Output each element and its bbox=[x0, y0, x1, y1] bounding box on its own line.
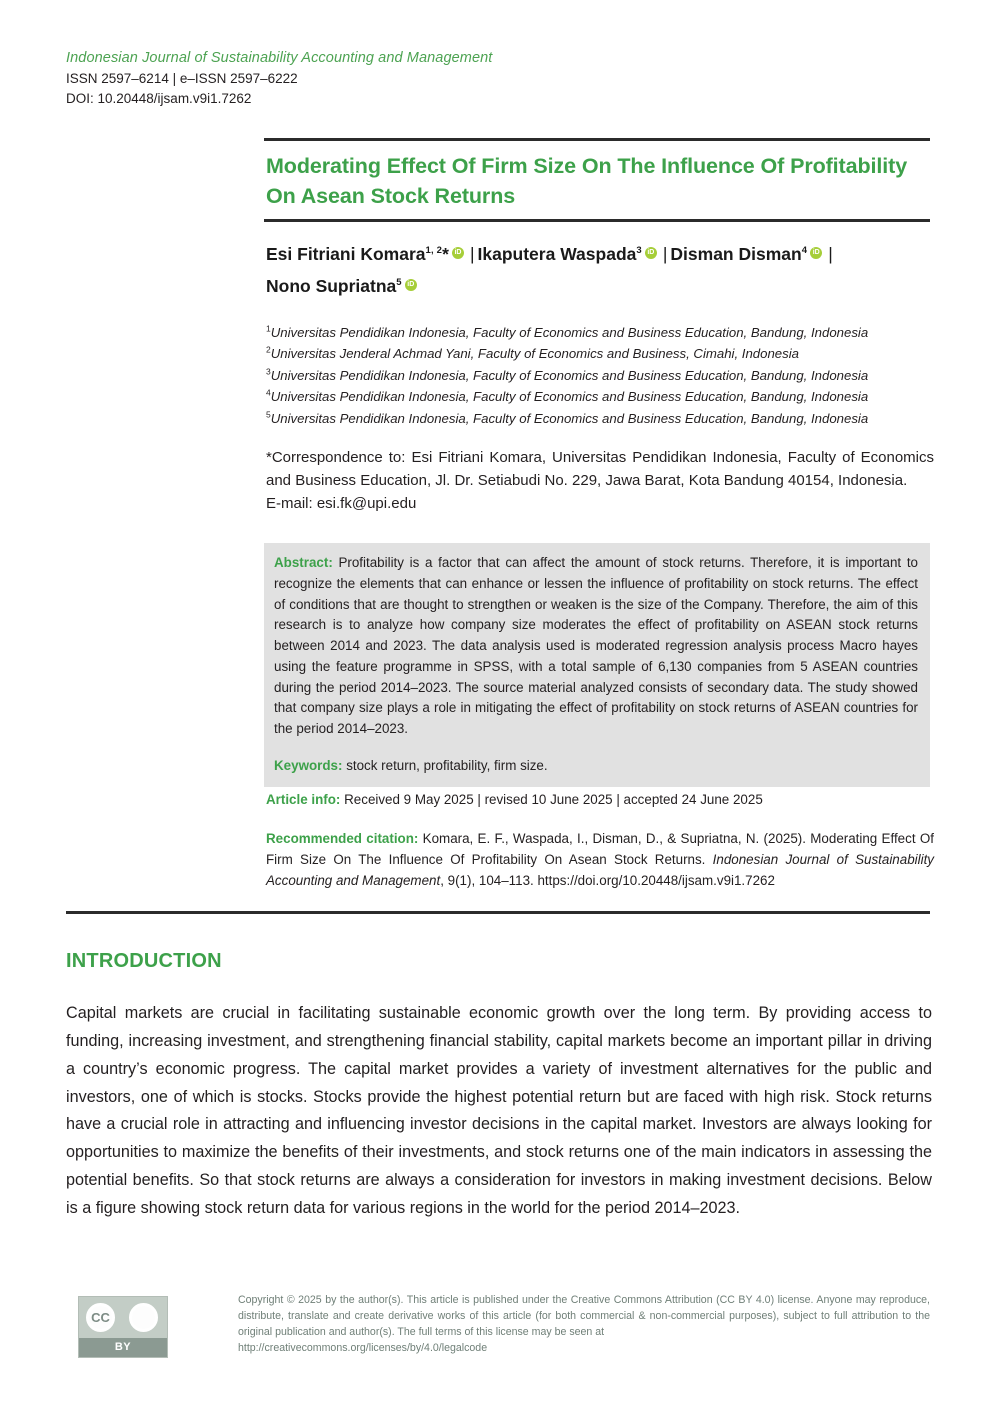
page-title: Moderating Effect Of Firm Size On The Influence Of Profitability On Asean Stock Returns bbox=[266, 154, 908, 208]
author-name: Esi Fitriani Komara bbox=[266, 244, 426, 264]
recommended-citation bbox=[266, 828, 934, 892]
citation-label: Recommended citation: bbox=[266, 831, 419, 846]
section-divider-rule bbox=[66, 911, 930, 914]
introduction-paragraph: Capital markets are crucial in facilitating sustainable economic growth over the long term. By providing access to funding, increasing investment, and strengthening financial stability, capital markets become an important pillar in driving a country’s economic progress. The capital market provides a variety of investment alternatives for the public and investors, one of which is stocks. Stocks provide the highest potential return but are faced with high risk. Stock returns have a crucial role in attracting and influencing investor decisions in the capital market. Investors are always looking for opportunities to maximize the benefits of their investments, and stock returns one of the main indicators in assessing the potential benefits. So that stock returns are always a consideration for investors in making investment decisions. Below is a figure showing stock return data for various regions in the world for the period 2014–2023. bbox=[66, 1004, 932, 1218]
author-separator: | bbox=[469, 244, 475, 264]
citation-journal-name: Indonesian Journal of Sustainability Accounting and Management bbox=[266, 852, 934, 889]
doi-line: DOI: 10.20448/ijsam.v9i1.7262 bbox=[66, 91, 252, 107]
author-affiliation-ref: 4 bbox=[801, 245, 808, 257]
affiliation-item bbox=[266, 386, 936, 407]
badge-top-area bbox=[79, 1297, 167, 1338]
corresponding-author-mark: * bbox=[442, 244, 449, 264]
affiliation-text: Universitas Pendidikan Indonesia, Faculty of Economics and Business Education, Bandung, Indonesia bbox=[270, 410, 869, 426]
citation-part-one: Komara, E. F., Waspada, I., Disman, D., & Supriatna, N. (2025). Moderating Effect Of Firm Size On The Influence Of Profitability On Asean Stock Returns. bbox=[266, 831, 934, 868]
correspondence-block bbox=[266, 447, 934, 515]
title-rule-top bbox=[264, 138, 930, 141]
issn-line: ISSN 2597–6214 | e–ISSN 2597–6222 bbox=[66, 71, 298, 87]
keywords-body: stock return, profitability, firm size. bbox=[342, 757, 548, 773]
orcid-icon[interactable] bbox=[405, 279, 417, 291]
affiliation-index: 4 bbox=[266, 387, 271, 398]
orcid-icon[interactable] bbox=[810, 247, 822, 259]
affiliation-text: Universitas Pendidikan Indonesia, Faculty of Economics and Business Education, Bandung, Indonesia bbox=[270, 389, 869, 405]
title-rule-bottom bbox=[264, 219, 930, 222]
affiliation-index: 1 bbox=[266, 323, 271, 334]
affiliation-text: Universitas Jenderal Achmad Yani, Faculty of Economics and Business, Cimahi, Indonesia bbox=[270, 346, 799, 362]
article-info-body: Received 9 May 2025 | revised 10 June 2025 | accepted 24 June 2025 bbox=[340, 792, 763, 807]
abstract-label: Abstract: bbox=[274, 555, 333, 570]
affiliation-item bbox=[266, 343, 936, 364]
article-info-line bbox=[266, 790, 934, 811]
abstract-box bbox=[264, 543, 930, 787]
masthead bbox=[66, 48, 666, 110]
affiliation-index: 2 bbox=[266, 344, 271, 355]
affiliation-index: 3 bbox=[266, 366, 271, 377]
citation-part-two: , 9(1), 104–113. https://doi.org/10.20448/ijsam.v9i1.7262 bbox=[440, 873, 775, 889]
affiliation-item bbox=[266, 322, 936, 343]
affiliation-item bbox=[266, 365, 936, 386]
abstract-paragraph bbox=[274, 553, 918, 740]
keywords-label: Keywords: bbox=[274, 757, 343, 773]
section-heading-introduction: INTRODUCTION bbox=[66, 950, 222, 972]
attribution-person-icon bbox=[129, 1303, 158, 1332]
author-name: Ikaputera Waspada bbox=[477, 244, 637, 264]
author-affiliation-ref: 3 bbox=[636, 245, 642, 257]
creative-commons-badge-icon bbox=[78, 1296, 168, 1358]
correspondence-email[interactable]: E-mail: esi.fk@upi.edu bbox=[266, 494, 417, 512]
author-separator: | bbox=[662, 244, 668, 264]
author-affiliation-ref: 1, 2 bbox=[425, 245, 443, 257]
license-url[interactable]: http://creativecommons.org/licenses/by/4.0/legalcode bbox=[238, 1342, 488, 1355]
abstract-body: Profitability is a factor that can affect the amount of stock returns. Therefore, it is important to recognize the elements that can enhance or lessen the influence of profitability on stock returns. The effect of conditions that are thought to strengthen or weaken is the size of the Company. Therefore, the aim of this research is to analyze how company size moderates the effect of profitability on ASEAN stock returns between 2014 and 2023. The data analysis used is moderated regression analysis process Macro hayes using the feature programme in SPSS, with a total sample of 6,130 companies from 5 ASEAN countries during the period 2014–2023. The source material analyzed consists of secondary data. The study showed that company size plays a role in mitigating the effect of profitability on stock returns of ASEAN countries for the period 2014–2023. bbox=[274, 555, 918, 737]
orcid-icon[interactable] bbox=[452, 247, 464, 259]
orcid-icon[interactable] bbox=[645, 247, 657, 259]
author-list bbox=[266, 238, 936, 303]
affiliation-index: 5 bbox=[266, 409, 271, 420]
journal-name: Indonesian Journal of Sustainability Accounting and Management bbox=[66, 50, 493, 66]
affiliation-text: Universitas Pendidikan Indonesia, Faculty of Economics and Business Education, Bandung, Indonesia bbox=[270, 325, 869, 340]
cc-circle-icon bbox=[86, 1303, 115, 1332]
affiliation-text: Universitas Pendidikan Indonesia, Faculty of Economics and Business Education, Bandung, Indonesia bbox=[270, 367, 869, 383]
author-affiliation-ref: 5 bbox=[396, 277, 402, 289]
correspondence-text: *Correspondence to: Esi Fitriani Komara, Universitas Pendidikan Indonesia, Faculty of Economics and Business Education, Jl. Dr. Setiabudi No. 229, Jawa Barat, Kota Bandung 40154, Indonesia. bbox=[266, 449, 934, 489]
author-name: Nono Supriatna bbox=[266, 276, 397, 297]
keywords-line bbox=[274, 756, 918, 777]
license-statement: Copyright © 2025 by the author(s). This article is published under the Creative Commons Attribution (CC BY 4.0) license. Anyone may reproduce, distribute, translate and create derivative works of this article (for both commercial & non-commercial purposes), subject to full attribution to the original publication and author(s). The full terms of this license may be seen at bbox=[238, 1294, 930, 1339]
author-separator: | bbox=[828, 244, 833, 264]
affiliation-item bbox=[266, 408, 936, 429]
cc-label: CC bbox=[91, 1310, 110, 1325]
by-label: BY bbox=[79, 1338, 167, 1357]
license-text-block bbox=[238, 1292, 930, 1356]
article-info-label: Article info: bbox=[266, 792, 341, 807]
author-name: Disman Disman bbox=[670, 244, 802, 264]
affiliation-list bbox=[266, 322, 936, 429]
